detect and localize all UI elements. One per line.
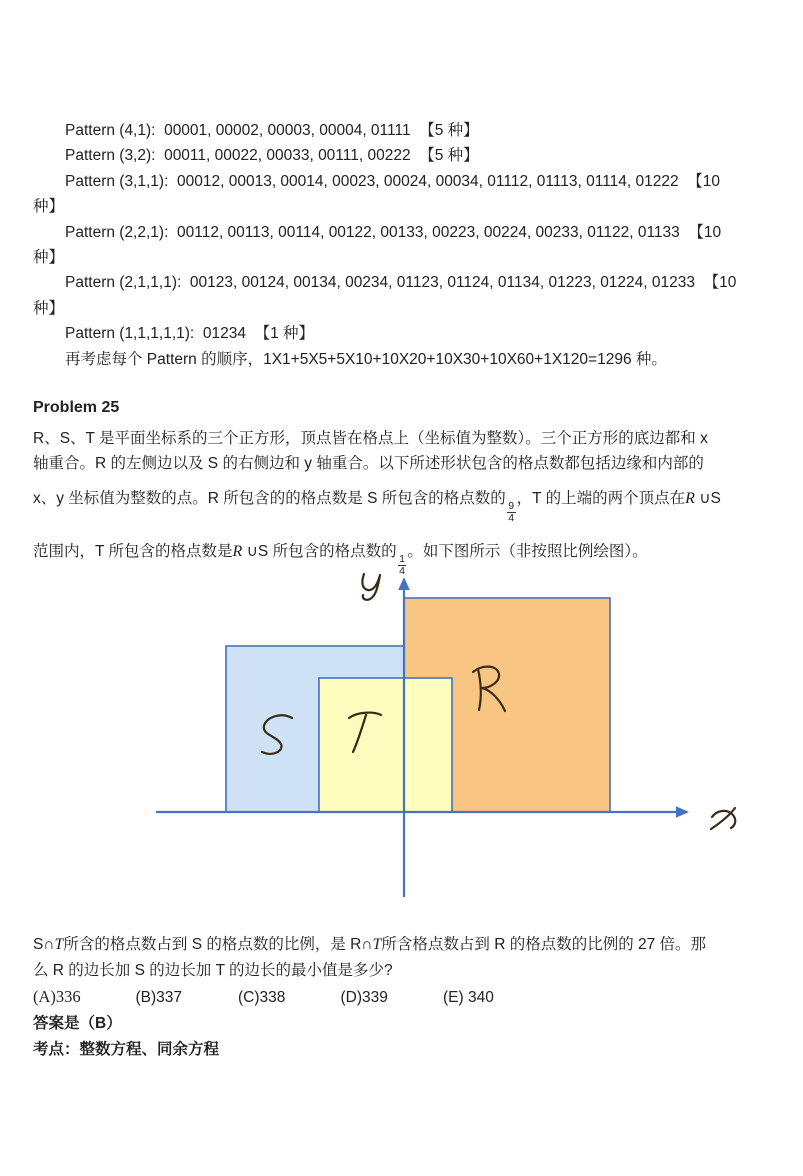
math-var-R: R [685, 490, 695, 507]
pattern-line: Pattern (3,1,1): 00012, 00013, 00014, 00023, 00024, 00034, 01112, 01113, 01114, 01222 【10 [65, 172, 720, 190]
pattern-total-line: 再考虑每个 Pattern 的顺序，1X1+5X5+5X10+10X20+10X30+10X60+1X120=1296 种。 [65, 350, 667, 368]
line4-pre: 范围内，T 所包含的格点数是 [33, 543, 233, 560]
option-D: (D)339 [340, 988, 388, 1006]
line4-mid: ∪S 所包含的格点数的 [242, 543, 397, 560]
math-var-T: T [54, 936, 64, 953]
line3-post: ∪S [694, 490, 721, 507]
pattern-list [33, 118, 793, 372]
statement-line-1: R、S、T 是平面坐标系的三个正方形，顶点皆在格点上（坐标值为整数）。三个正方形的底边都和 x [33, 430, 708, 447]
question-block [33, 932, 793, 1063]
question-line-2: 么 R 的边长加 S 的边长加 T 的边长的最小值是多少? [33, 961, 393, 979]
square-T [319, 678, 452, 812]
pattern-line-wrap: 种】 [33, 198, 65, 216]
statement-line-3 [33, 486, 793, 524]
question-line-1: S∩T所含的格点数占到 S 的格点数的比例，是 R∩T所含格点数占到 R 的格点数的比例的 27 倍。那 [33, 936, 707, 953]
y-axis-arrow-icon [398, 577, 410, 590]
problem-title: Problem 25 [33, 399, 120, 416]
math-var-T: T [372, 936, 382, 953]
x-axis-arrow-icon [676, 806, 689, 818]
pattern-line: Pattern (1,1,1,1,1): 01234 【1 种】 [65, 325, 314, 343]
statement-line-2: 轴重合。R 的左侧边以及 S 的右侧边和 y 轴重合。以下所述形状包含的格点数都包括边缘和内部的 [33, 455, 704, 473]
fraction-nine-fourths: $\frac{9}{4}$ [508, 499, 515, 524]
answer-options [33, 984, 793, 1011]
pattern-line: Pattern (2,2,1): 00112, 00113, 00114, 00122, 00133, 00223, 00224, 00233, 01122, 01133 【10 [65, 223, 722, 241]
pattern-line: Pattern (4,1): 00001, 00002, 00003, 00004, 01111 【5 种】 [65, 122, 479, 139]
math-var-R: R [232, 543, 243, 560]
option-A: (A)336 [33, 986, 81, 1006]
coordinate-diagram [140, 565, 760, 905]
keypoints-line: 考点：整数方程、同余方程 [33, 1041, 220, 1059]
handwritten-x-label [711, 808, 735, 829]
line3-mid: ，T 的上端的两个顶点在 [516, 490, 686, 507]
option-C: (C)338 [238, 988, 286, 1006]
option-B: (B)337 [135, 988, 183, 1006]
problem-statement [33, 426, 793, 477]
handwritten-y-label [362, 574, 380, 600]
pattern-line: Pattern (3,2): 00011, 00022, 00033, 00111, 00222 【5 种】 [65, 147, 479, 165]
pattern-line-wrap: 种】 [33, 249, 65, 267]
answer-line: 答案是（B） [33, 1015, 122, 1032]
fraction-one-fourth: $\frac{1}{4}$ [399, 552, 405, 577]
line4-post: 。如下图所示（非按照比例绘图）。 [407, 543, 648, 560]
option-E: (E) 340 [443, 988, 494, 1006]
pattern-line-wrap: 种】 [33, 299, 65, 317]
line3-pre: x、y 坐标值为整数的点。R 所包含的的格点数是 S 所包含的格点数的 [33, 490, 506, 507]
pattern-line: Pattern (2,1,1,1): 00123, 00124, 00134, 00234, 01123, 01124, 01134, 01223, 01224, 01233 【10 [65, 274, 737, 292]
